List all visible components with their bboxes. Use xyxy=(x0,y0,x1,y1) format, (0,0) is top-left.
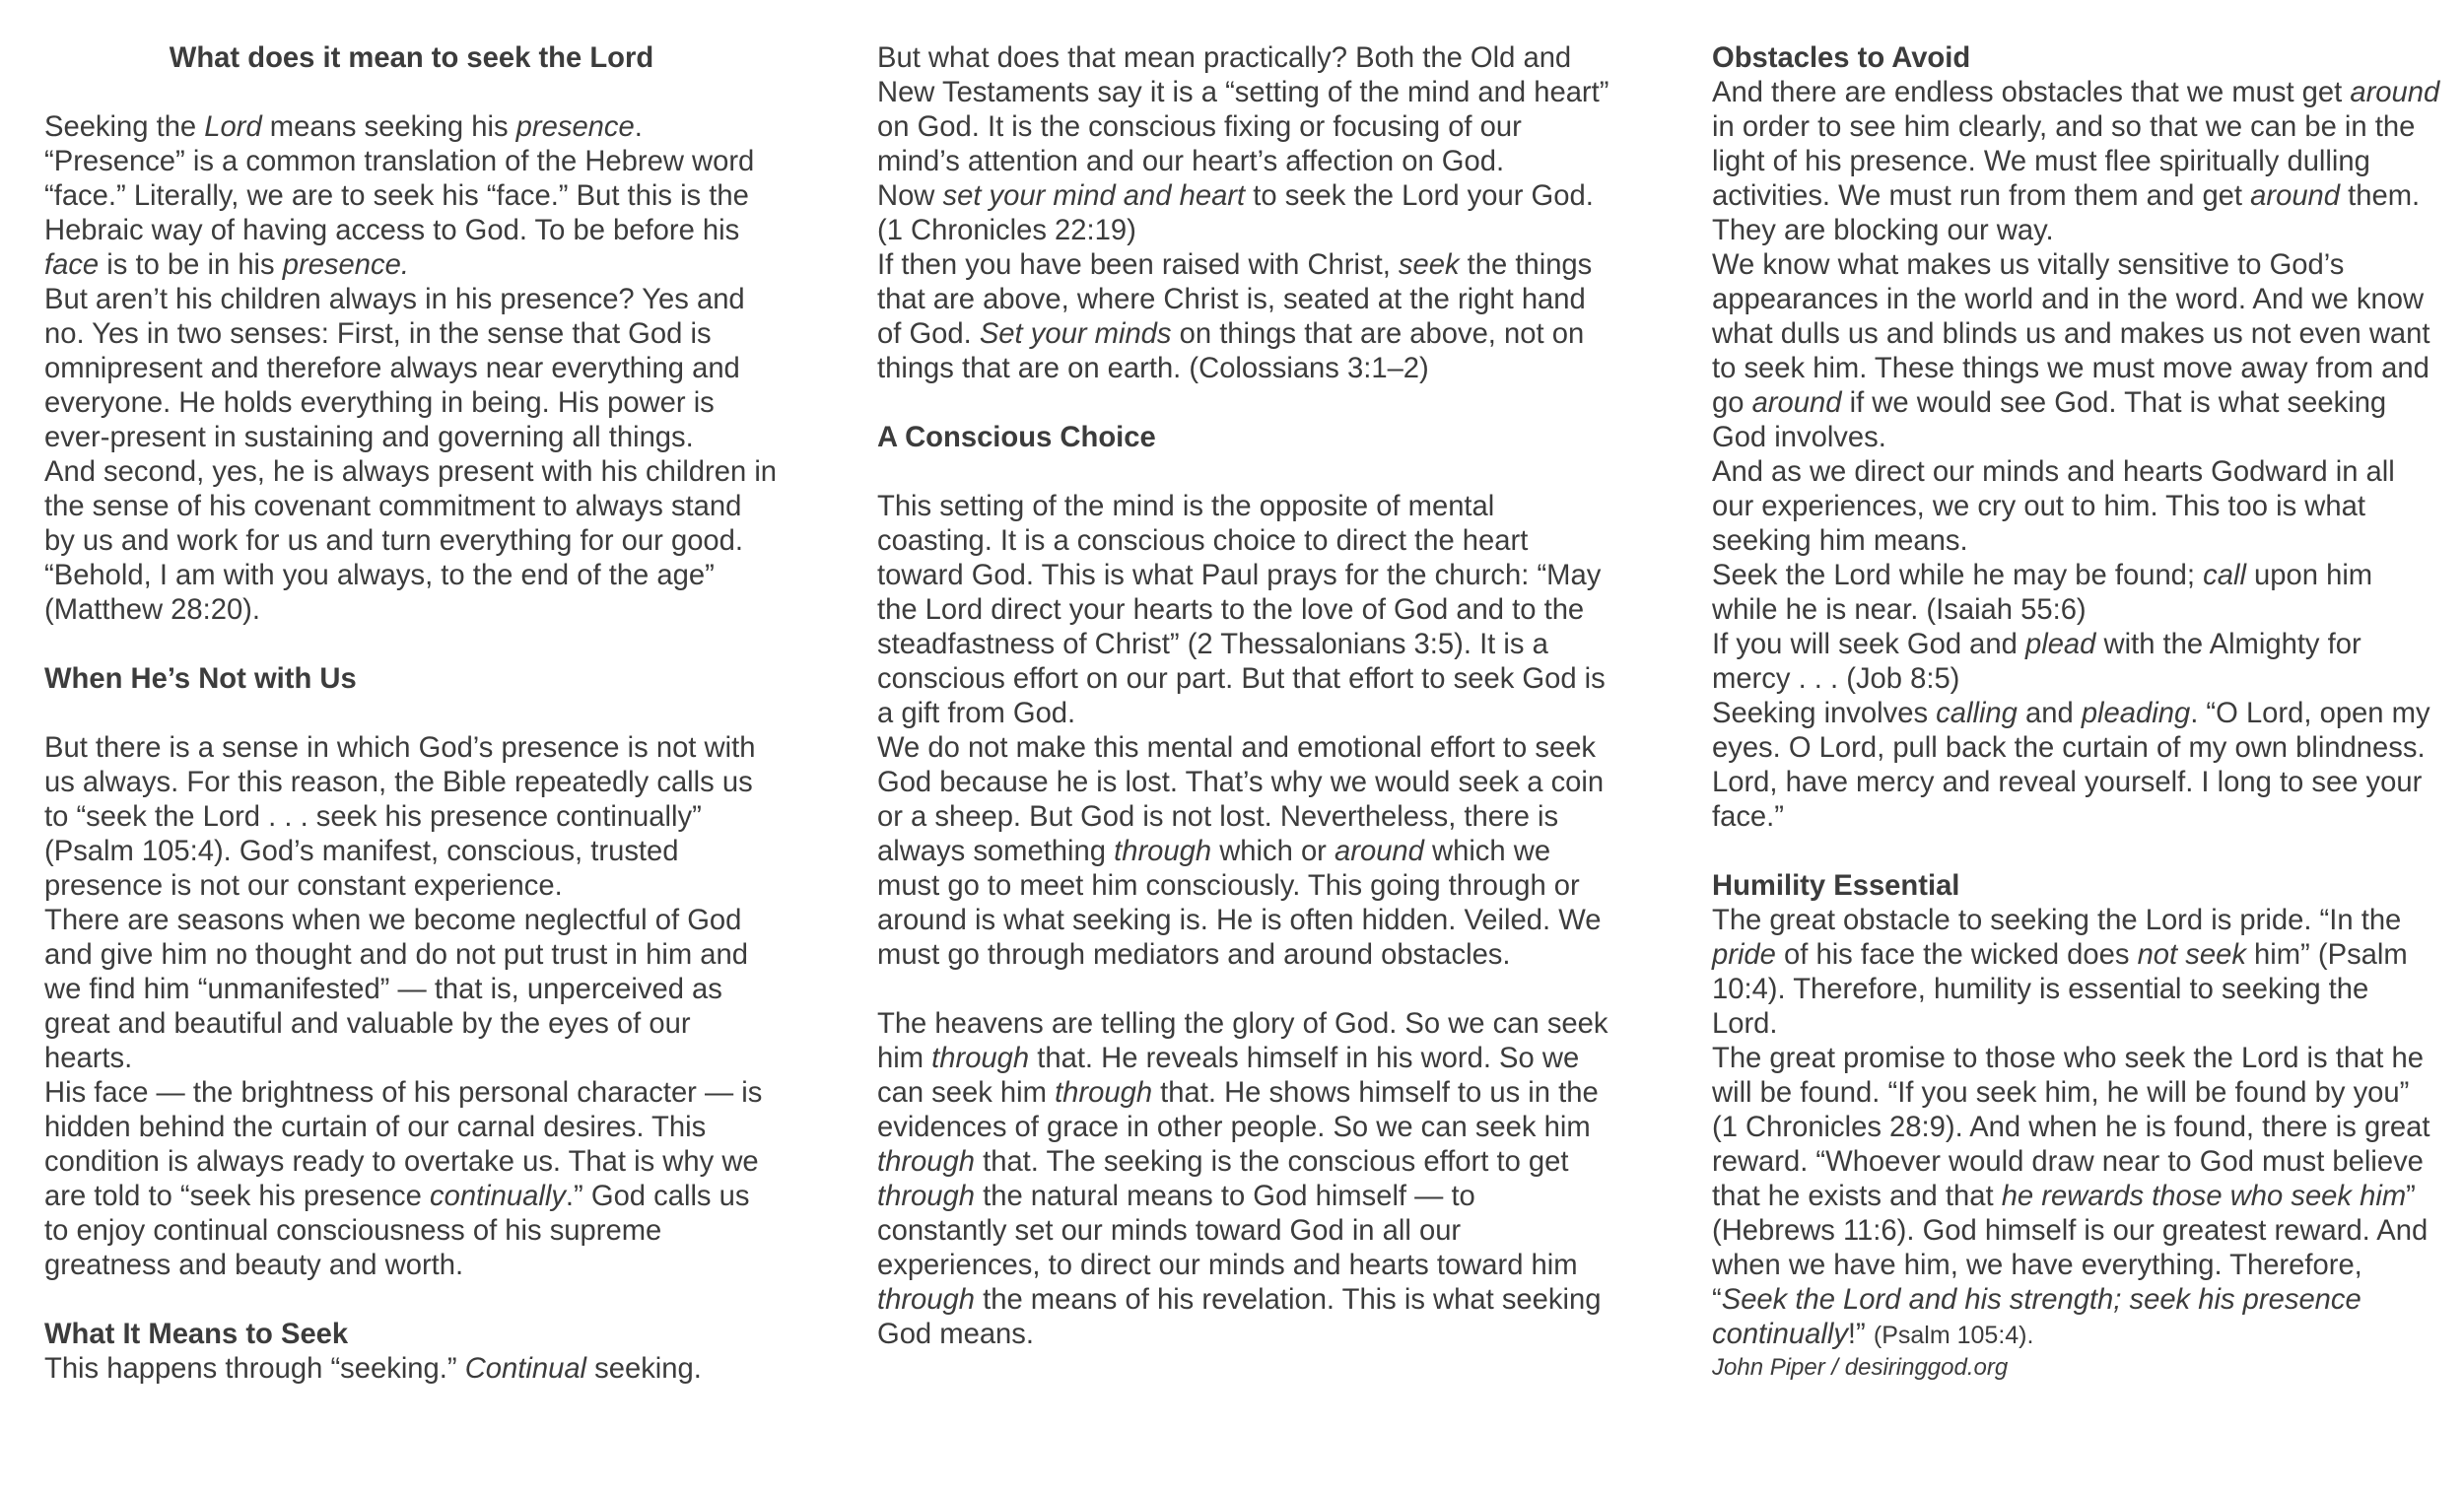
paragraph: This setting of the mind is the opposite of mental coasting. It is a conscious choice to direct the heart toward God. This is what Paul prays for the church: “May the Lord direct your hearts to the love of God and to the steadfastness of Christ” (2 Thessalonians 3:5). It is a conscious effort on our part. But that effort to seek God is a gift from God. xyxy=(877,491,1606,729)
paragraph: And as we direct our minds and hearts Godward in all our experiences, we cry out to him. This too is what seeking him means. xyxy=(1712,456,2395,557)
paragraph: We do not make this mental and emotional effort to seek God because he is lost. That’s why we would seek a coin or a sheep. But God is not lost. Nevertheless, there is always something through which or around which we must go to meet him consciously. This going through or around is what seeking is. He is often hidden. Veiled. We must go through mediators and around obstacles. xyxy=(877,732,1605,971)
column-1 xyxy=(44,41,779,1387)
section-heading: Humility Essential xyxy=(1712,870,1960,902)
section-heading: When He’s Not with Us xyxy=(44,663,357,695)
paragraph: This happens through “seeking.” Continual seeking. xyxy=(44,1353,702,1385)
column-2 xyxy=(877,41,1611,1352)
paragraph: Now set your mind and heart to seek the Lord your God. (1 Chronicles 22:19) xyxy=(877,180,1594,246)
paragraph: But aren’t his children always in his presence? Yes and no. Yes in two senses: First, in the sense that God is omnipresent and therefore always near everything and everyone. He holds everything in being. His power is ever-present in sustaining and governing all things. xyxy=(44,284,745,453)
section-heading: Obstacles to Avoid xyxy=(1712,42,1971,74)
paragraph: We know what makes us vitally sensitive to God’s appearances in the world and in the word. And we know what dulls us and blinds us and makes us not even want to seek him. These things we must move away from and go around if we would see God. That is what seeking God involves. xyxy=(1712,249,2430,453)
paragraph: There are seasons when we become neglectful of God and give him no thought and do not put trust in him and we find him “unmanifested” — that is, unperceived as great and beautiful and valuable by the eyes of our hearts. xyxy=(44,905,748,1074)
paragraph: Seeking involves calling and pleading. “O Lord, open my eyes. O Lord, pull back the curtain of my own blindness. Lord, have mercy and reveal yourself. I long to see your face.” xyxy=(1712,698,2430,833)
author-signature: John Piper / desiringgod.org xyxy=(1712,1354,2009,1381)
paragraph: The heavens are telling the glory of God. So we can seek him through that. He reveals himself in his word. So we can seek him through that. He shows himself to us in the evidences of grace in other people. So we can seek him through that. The seeking is the conscious effort to get through the natural means to God himself — to constantly set our minds toward God in all our experiences, to direct our minds and hearts toward him through the means of his revelation. This is what seeking God means. xyxy=(877,1008,1608,1350)
paragraph: The great obstacle to seeking the Lord is pride. “In the pride of his face the wicked does not seek him” (Psalm 10:4). Therefore, humility is essential to seeking the Lord. xyxy=(1712,905,2408,1040)
paragraph: And there are endless obstacles that we must get around in order to see him clearly, and so that we can be in the light of his presence. We must flee spiritually dulling activities. We must run from them and get around them. They are blocking our way. xyxy=(1712,77,2440,246)
paragraph: Seeking the Lord means seeking his presence. “Presence” is a common translation of the Hebrew word “face.” Literally, we are to seek his “face.” But this is the Hebraic way of having access to God. To be before his face is to be in his presence. xyxy=(44,111,755,281)
column-3 xyxy=(1712,41,2441,1383)
paragraph: His face — the brightness of his personal character — is hidden behind the curtain of our carnal desires. This condition is always ready to overtake us. That is why we are told to “seek his presence continually.” God calls us to enjoy continual consciousness of his supreme greatness and beauty and worth. xyxy=(44,1077,763,1281)
paragraph: If you will seek God and plead with the Almighty for mercy . . . (Job 8:5) xyxy=(1712,629,2361,695)
page-title: What does it mean to seek the Lord xyxy=(169,42,654,74)
paragraph: The great promise to those who seek the Lord is that he will be found. “If you seek him, he will be found by you” (1 Chronicles 28:9). And when he is found, there is great reward. “Whoever would draw near to God must believe that he exists and that he rewards those who seek him” (Hebrews 11:6). God himself is our greatest reward. And when we have him, we have everything. Therefore, “Seek the Lord and his strength; seek his presence continually!” (Psalm 105:4). xyxy=(1712,1043,2430,1350)
section-heading: What It Means to Seek xyxy=(44,1319,349,1350)
paragraph: If then you have been raised with Christ, seek the things that are above, where Christ is, seated at the right hand of God. Set your minds on things that are above, not on things that are on earth. (Colossians 3:1–2) xyxy=(877,249,1593,384)
paragraph: But there is a sense in which God’s presence is not with us always. For this reason, the Bible repeatedly calls us to “seek the Lord . . . seek his presence continually” (Psalm 105:4). God’s manifest, conscious, trusted presence is not our constant experience. xyxy=(44,732,756,902)
section-heading: A Conscious Choice xyxy=(877,422,1156,453)
paragraph: But what does that mean practically? Both the Old and New Testaments say it is a “setting of the mind and heart” on God. It is the conscious fixing or focusing of our mind’s attention and our heart’s affection on God. xyxy=(877,42,1609,177)
paragraph: Seek the Lord while he may be found; call upon him while he is near. (Isaiah 55:6) xyxy=(1712,560,2373,626)
paragraph: And second, yes, he is always present with his children in the sense of his covenant commitment to always stand by us and work for us and turn everything for our good. “Behold, I am with you always, to the end of the age” (Matthew 28:20). xyxy=(44,456,778,626)
